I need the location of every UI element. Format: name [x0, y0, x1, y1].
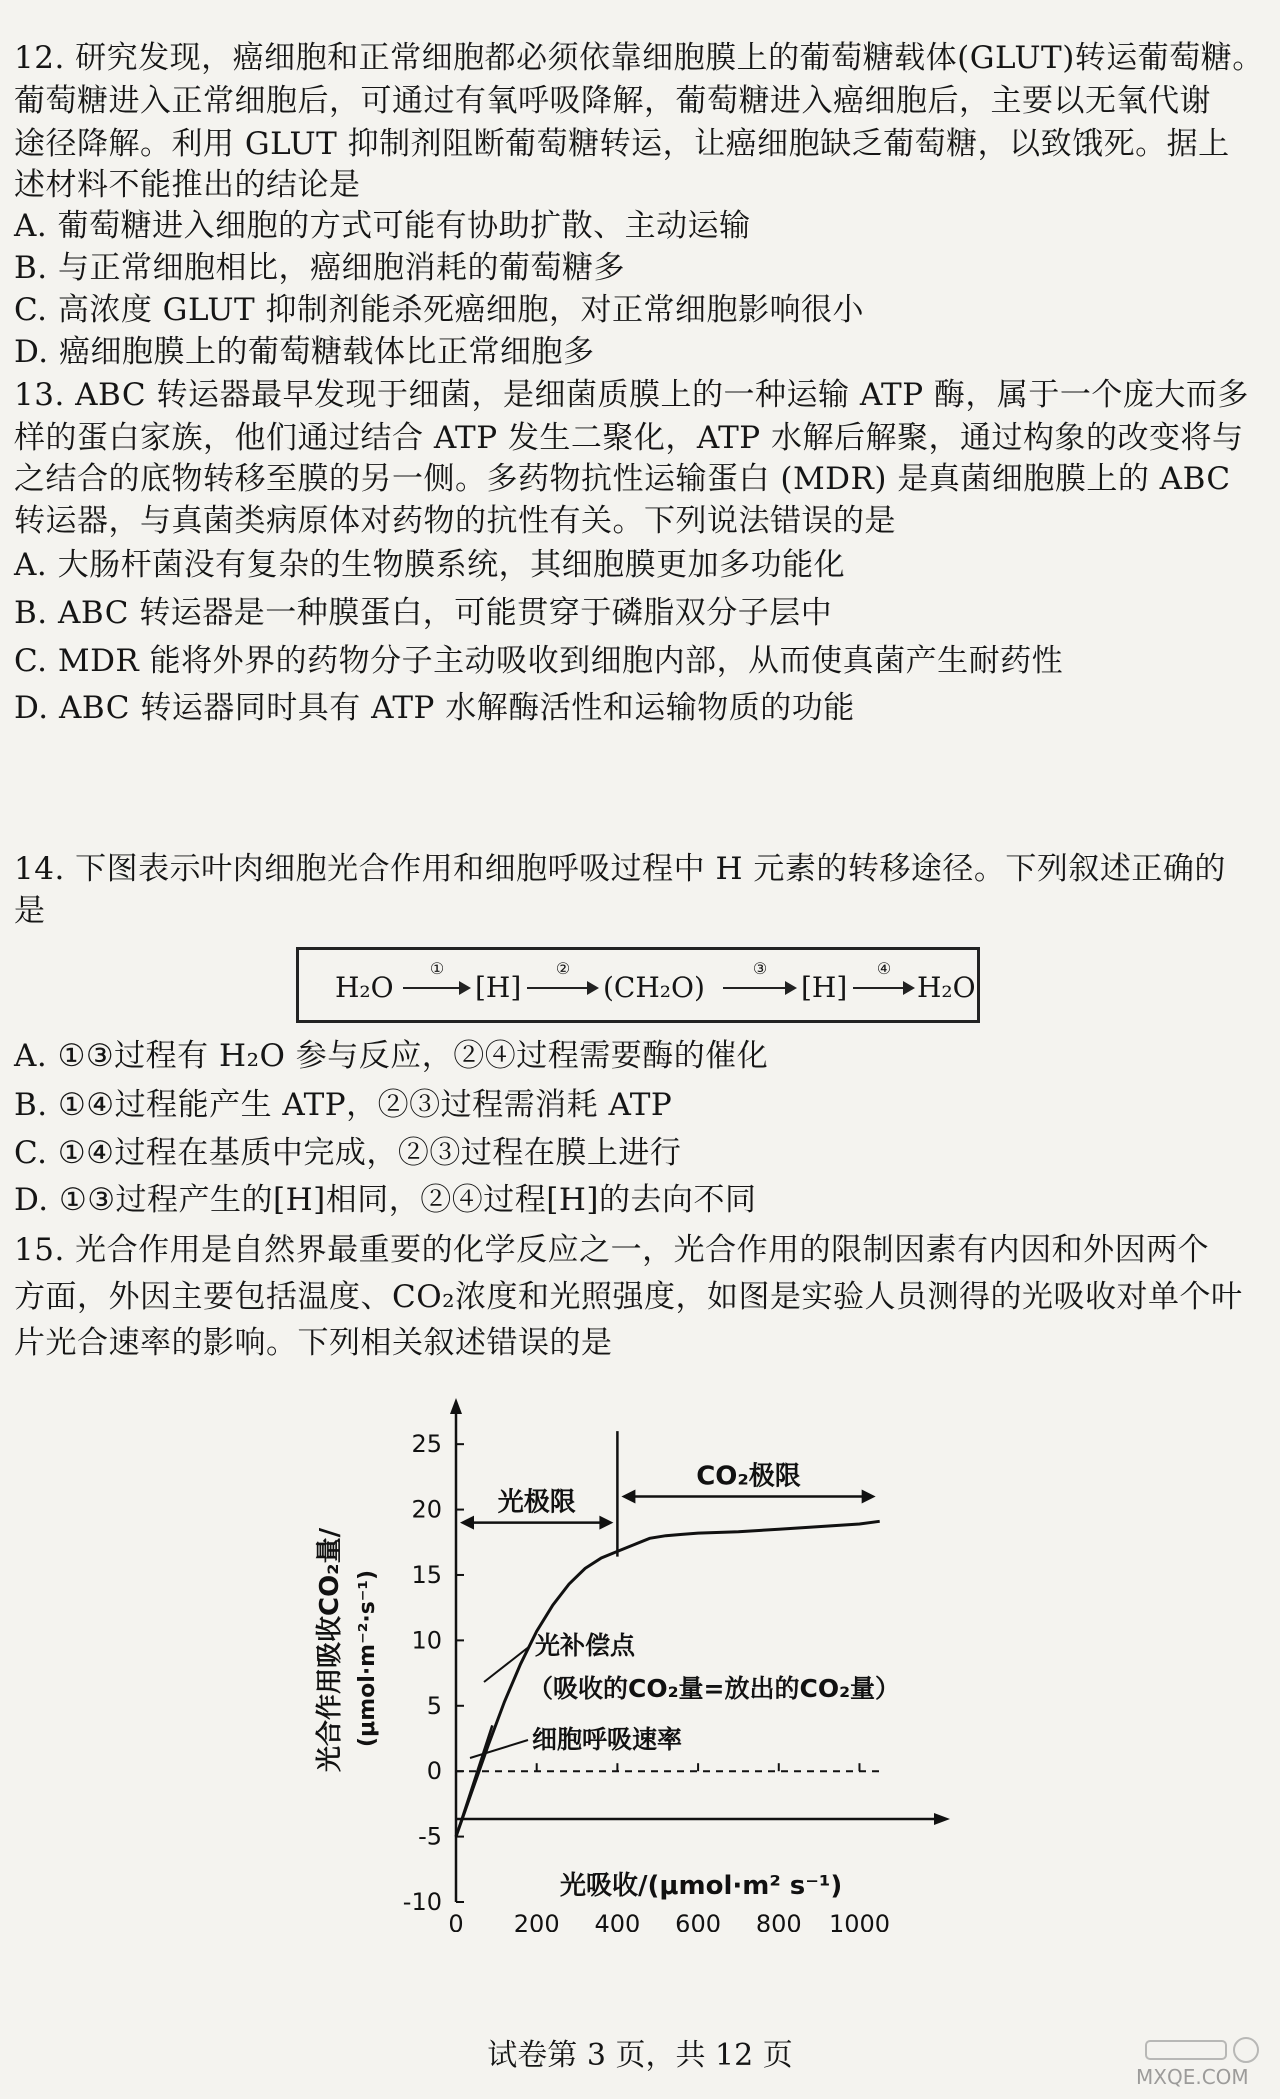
- arrow-shaft: [527, 987, 589, 989]
- q13-option-c: C. MDR 能将外界的药物分子主动吸收到细胞内部，从而使真菌产生耐药性: [14, 643, 1064, 679]
- x-axis-label: 光吸收/(μmol·m² s⁻¹): [560, 1871, 843, 1901]
- q14-stem-line-2: 是: [14, 893, 46, 929]
- step-1-label: ①: [429, 959, 445, 978]
- formula-item-h2o-end: H₂O: [917, 971, 976, 1004]
- page-footer: 试卷第 3 页，共 12 页: [487, 2038, 793, 2073]
- q12-stem-line-1: 12. 研究发现，癌细胞和正常细胞都必须依靠细胞膜上的葡萄糖载体(GLUT)转运葡萄糖。: [14, 40, 1264, 76]
- region-arrow-left-icon: [621, 1489, 635, 1503]
- step-4-label: ④: [876, 959, 892, 978]
- formula-item-h-1: [H]: [475, 971, 522, 1004]
- q13-option-a: A. 大肠杆菌没有复杂的生物膜系统，其细胞膜更加多功能化: [14, 547, 846, 583]
- x-tick-label: 0: [448, 1910, 464, 1932]
- q13-option-d: D. ABC 转运器同时具有 ATP 水解酶活性和运输物质的功能: [14, 690, 855, 726]
- formula-arrow-step-3: [723, 959, 797, 1002]
- q14-option-c: C. ①④过程在基质中完成，②③过程在膜上进行: [14, 1135, 682, 1171]
- region-arrow-right-icon: [862, 1489, 876, 1503]
- y-tick-label: 0: [426, 1757, 442, 1786]
- q14-option-b: B. ①④过程能产生 ATP，②③过程需消耗 ATP: [14, 1087, 673, 1123]
- region-label: CO₂极限: [696, 1461, 801, 1492]
- formula-arrow-step-1: [403, 959, 471, 1002]
- region-arrow-right-icon: [599, 1516, 613, 1530]
- region-label: 光极限: [497, 1487, 576, 1518]
- chart-svg: [280, 1392, 980, 1932]
- annotation-respiration-rate: 细胞呼吸速率: [532, 1725, 683, 1754]
- chart-regions: [460, 1431, 876, 1557]
- region-arrow-left-icon: [460, 1516, 474, 1530]
- q12-stem-line-4: 述材料不能推出的结论是: [14, 167, 361, 203]
- arrow-head-icon: [785, 981, 797, 995]
- arrow-shaft: [403, 987, 461, 989]
- arrow-shaft: [723, 987, 787, 989]
- chart-annotations: [470, 1631, 900, 1758]
- y-axis-arrow-icon: [450, 1398, 462, 1414]
- x-tick-label: 200: [513, 1910, 560, 1932]
- y-tick-label: -10: [402, 1888, 442, 1916]
- y-tick-label: 10: [411, 1626, 442, 1655]
- site-watermark-logo: [1136, 2035, 1266, 2089]
- formula-item-h2o-start: H₂O: [335, 971, 394, 1004]
- arrow-shaft: [853, 987, 905, 989]
- x-tick-label: 400: [594, 1910, 641, 1932]
- y-tick-label: 25: [411, 1430, 442, 1459]
- y-tick-label: 15: [411, 1560, 442, 1589]
- y-tick-label: 5: [426, 1691, 442, 1720]
- q15-stem-line-3: 片光合速率的影响。下列相关叙述错误的是: [14, 1325, 613, 1361]
- q13-stem-line-4: 转运器，与真菌类病原体对药物的抗性有关。下列说法错误的是: [14, 503, 896, 539]
- arrow-head-icon: [459, 981, 471, 995]
- y-axis-unit: (μmol·m⁻²·s⁻¹): [355, 1569, 380, 1747]
- q14-stem-line-1: 14. 下图表示叶肉细胞光合作用和细胞呼吸过程中 H 元素的转移途径。下列叙述正确的: [14, 851, 1226, 887]
- formula-item-h-2: [H]: [801, 971, 848, 1004]
- q13-stem-line-3: 之结合的底物转移至膜的另一侧。多药物抗性运输蛋白 (MDR) 是真菌细胞膜上的 ABC: [14, 461, 1231, 497]
- y-tick-label: -5: [418, 1822, 442, 1851]
- q14-option-a: A. ①③过程有 H₂O 参与反应，②④过程需要酶的催化: [14, 1038, 769, 1074]
- x-tick-label: 1000: [828, 1910, 891, 1932]
- step-3-label: ③: [752, 959, 768, 978]
- x-axis-arrow-icon: [934, 1813, 950, 1825]
- light-absorption-chart: [280, 1392, 980, 1932]
- q12-option-d: D. 癌细胞膜上的葡萄糖载体比正常细胞多: [14, 334, 595, 370]
- formula-item-ch2o: (CH₂O): [603, 971, 705, 1004]
- y-tick-label: 20: [411, 1495, 442, 1524]
- annotation-leader-line-1: [484, 1646, 530, 1682]
- annotation-leader-line-2: [470, 1740, 528, 1758]
- q14-option-d: D. ①③过程产生的[H]相同，②④过程[H]的去向不同: [14, 1182, 757, 1218]
- q12-option-a: A. 葡萄糖进入细胞的方式可能有协助扩散、主动运输: [14, 208, 751, 244]
- q15-stem-line-1: 15. 光合作用是自然界最重要的化学反应之一，光合作用的限制因素有内因和外因两个: [14, 1232, 1210, 1268]
- x-tick-label: 800: [755, 1910, 802, 1932]
- h-transfer-formula-box: [296, 947, 980, 1023]
- q13-option-b: B. ABC 转运器是一种膜蛋白，可能贯穿于磷脂双分子层中: [14, 595, 833, 631]
- q12-stem-line-3: 途径降解。利用 GLUT 抑制剂阻断葡萄糖转运，让癌细胞缺乏葡萄糖，以致饿死。据上: [14, 126, 1230, 162]
- q13-stem-line-1: 13. ABC 转运器最早发现于细菌，是细菌质膜上的一种运输 ATP 酶，属于一个庞大而多: [14, 377, 1249, 413]
- q15-stem-line-2: 方面，外因主要包括温度、CO₂浓度和光照强度，如图是实验人员测得的光吸收对单个叶: [14, 1279, 1243, 1315]
- arrow-head-icon: [903, 981, 915, 995]
- formula-arrow-step-4: [853, 959, 915, 1002]
- watermark-text: MXQE.COM: [1136, 2065, 1249, 2089]
- q13-stem-line-2: 样的蛋白家族，他们通过结合 ATP 发生二聚化，ATP 水解后解聚，通过构象的改变将与: [14, 420, 1244, 456]
- y-axis-unit-group: [355, 1570, 380, 1747]
- annotation-compensation-point: 光补偿点: [535, 1631, 636, 1660]
- q12-option-c: C. 高浓度 GLUT 抑制剂能杀死癌细胞，对正常细胞影响很小: [14, 292, 864, 328]
- step-2-label: ②: [555, 959, 571, 978]
- q12-stem-line-2: 葡萄糖进入正常细胞后，可通过有氧呼吸降解，葡萄糖进入癌细胞后，主要以无氧代谢: [14, 83, 1211, 119]
- y-axis-label: 光合作用吸收CO₂量/: [315, 1527, 345, 1772]
- q12-option-b: B. 与正常细胞相比，癌细胞消耗的葡萄糖多: [14, 250, 625, 286]
- watermark-icon: [1136, 2035, 1266, 2065]
- annotation-compensation-note: （吸收的CO₂量=放出的CO₂量）: [528, 1674, 901, 1703]
- x-tick-label: 600: [675, 1910, 721, 1932]
- arrow-head-icon: [587, 981, 599, 995]
- formula-arrow-step-2: [527, 959, 599, 1002]
- y-axis-label-group: [314, 1527, 345, 1772]
